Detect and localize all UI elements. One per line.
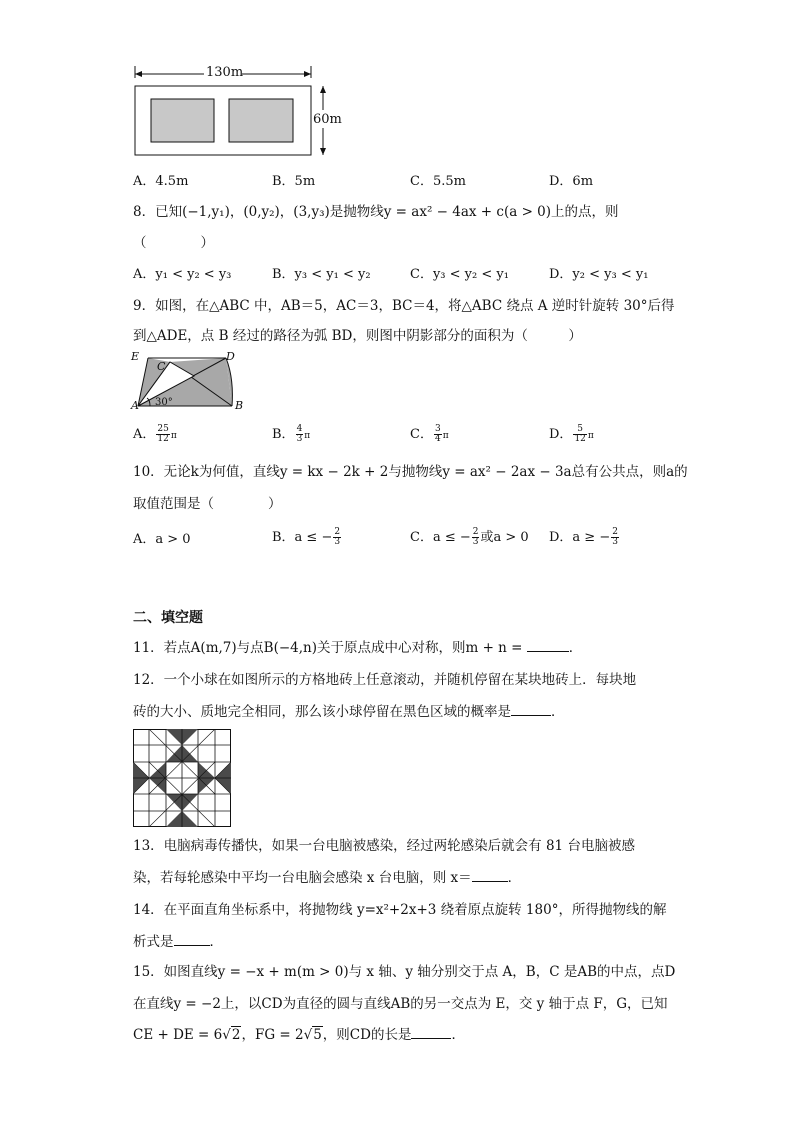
answer-blank [511,715,551,716]
q10-option-b-text: B．a ≤ − [272,530,333,545]
q9-option-a [133,425,177,445]
q8-stem-points: (−1,y₁)，(0,y₂)，(3,y₃) [182,204,330,220]
fraction-denominator: 3 [612,537,618,547]
fraction-numerator: 4 [296,424,303,434]
q9-option-a-letter: A． [133,427,156,442]
q10-option-d-text: D．a ≥ − [549,530,611,545]
q14-period: ． [209,934,223,950]
fig-angle-label: 30° [155,397,173,408]
q14-text: 析式是 [133,934,174,950]
fig-label-e: E [131,350,140,363]
q9-option-b [272,425,310,445]
pi-symbol: π [587,431,594,441]
fraction-numerator: 2 [472,527,479,537]
fraction-numerator: 3 [434,424,441,434]
q7-option-d: D．6m [549,174,594,189]
q11 [133,639,582,657]
q15-text: ，则CD的长是 [322,1027,412,1043]
q10-text-a: 10．无论k为何值，直线 [133,464,280,480]
q10-text-e: 总有公共点，则a的 [571,464,688,480]
q10-line-equation: y = kx − 2k + 2 [279,464,389,480]
fraction-denominator: 3 [472,537,479,547]
answer-blank [472,881,508,882]
q9-option-d-fraction [573,425,586,444]
q7-option-a: A．4.5m [133,174,189,189]
q8-paren: （ ） [133,235,214,251]
q10-option-b-fraction [333,528,341,547]
q14-line-1: 14．在平面直角坐标系中，将抛物线 y=x²+2x+3 绕着原点旋转 180°，所得抛物线的解 [133,902,667,918]
answer-blank [411,1038,451,1039]
fraction-numerator: 25 [157,424,169,434]
fraction-denominator: 3 [296,434,303,444]
q10-option-c [410,528,529,547]
q12-text: 砖的大小、质地完全相同，那么该小球停留在黑色区域的概率是 [133,704,511,720]
pi-symbol: π [170,431,177,441]
q11-text: 11．若点A(m,7)与点B(−4,n)关于原点成中心对称，则m + n = [133,640,523,656]
sqrt-radicand: 2 [231,1027,241,1043]
q10-line-2: 取值范围是（ ） [133,496,282,512]
fraction-denominator: 12 [157,434,169,444]
q10-option-d [549,528,620,547]
q7-option-c: C．5.5m [410,174,466,189]
q15-fg: ，FG = 2 [241,1027,304,1043]
q9-option-d [549,425,594,445]
q9-option-b-letter: B． [272,427,295,442]
fig-label-c: C [157,360,166,373]
q10-option-b [272,528,342,547]
q9-line-1: 9．如图，在△ABC 中，AB＝5，AC＝3，BC＝4，将△ABC 绕点 A 逆时针旋转 30°后得 [133,298,675,314]
q15-ce-de: CE + DE = 6 [133,1027,223,1043]
pi-symbol: π [442,431,449,441]
q12-line-1: 12．一个小球在如图所示的方格地砖上任意滚动，并随机停留在某块地砖上．每块地 [133,672,637,688]
section-heading: 二、填空题 [133,610,203,626]
pi-symbol: π [304,431,311,441]
q9-option-d-letter: D． [549,427,573,442]
fraction-numerator: 5 [573,425,586,435]
q11-period: ． [568,640,583,656]
answer-blank [174,945,210,946]
q13-period: ． [507,870,522,886]
q10-option-d-fraction [611,528,619,547]
q15-period: ． [451,1027,465,1043]
width-label: 130m [206,65,244,80]
sqrt-radicand: 5 [313,1027,322,1043]
q10-parabola-equation: y = ax² − 2ax − 3a [442,464,572,480]
q12-line-2 [133,703,565,721]
q13-text: 染，若每轮感染中平均一台电脑会感染 x 台电脑，则 x＝ [133,870,472,886]
q14-line-2 [133,933,223,951]
q15-line-2: 在直线y = −2上，以CD为直径的圆与直线AB的另一交点为 E，交 y 轴于点 F，G，已知 [133,996,668,1012]
q10-line-1 [133,463,688,481]
q8-stem [133,203,619,221]
q10-option-a: A．a > 0 [133,532,191,547]
fraction-denominator: 3 [334,537,341,547]
q8-option-c: C．y₃ < y₂ < y₁ [410,267,509,282]
q9-option-c-fraction [434,425,442,444]
q9-option-c [410,425,449,445]
fig-label-a: A [131,399,139,412]
q13-line-2 [133,869,521,887]
q9-option-b-fraction [296,425,304,444]
q10-option-c-text: C．a ≤ − [410,530,471,545]
q8-option-d: D．y₂ < y₃ < y₁ [549,267,649,282]
q9-option-c-letter: C． [410,427,433,442]
q13-line-1: 13．电脑病毒传播快，如果一台电脑被感染，经过两轮感染后就会有 81 台电脑被感 [133,838,635,854]
fraction-denominator: 12 [574,434,586,444]
q9-line-2: 到△ADE，点 B 经过的路径为弧 BD，则图中阴影部分的面积为（ ） [133,328,582,344]
q8-stem-mid: 是抛物线 [329,204,384,220]
fig-label-b: B [235,399,244,412]
answer-blank [527,651,569,652]
tile-grid-figure [133,729,231,827]
fraction-numerator: 2 [334,527,341,537]
height-label: 60m [313,112,342,127]
q8-option-b: B．y₃ < y₁ < y₂ [272,267,371,282]
fraction-numerator: 2 [612,527,618,537]
q15-line-3: CE + DE = 6√2，FG = 2√5，则CD的长是 ． [133,1027,465,1043]
q10-option-c-tail: 或a > 0 [480,530,529,545]
q8-stem-suffix: 上的点，则 [551,204,619,220]
fraction-denominator: 4 [434,434,441,444]
q8-stem-prefix: 8．已知 [133,204,183,220]
fig-label-d: D [226,350,235,363]
q12-period: ． [551,704,565,720]
q10-option-c-fraction [472,528,480,547]
q7-option-b: B．5m [272,174,316,189]
q8-stem-func: y = ax² − 4ax + c(a > 0) [383,204,552,220]
q10-text-c: 与抛物线 [388,464,443,480]
q9-option-a-fraction [156,425,169,444]
q15-line-1: 15．如图直线y = −x + m(m > 0)与 x 轴、y 轴分别交于点 A，B，C 是AB的中点，点D [133,964,676,980]
q8-option-a: A．y₁ < y₂ < y₃ [133,267,232,282]
